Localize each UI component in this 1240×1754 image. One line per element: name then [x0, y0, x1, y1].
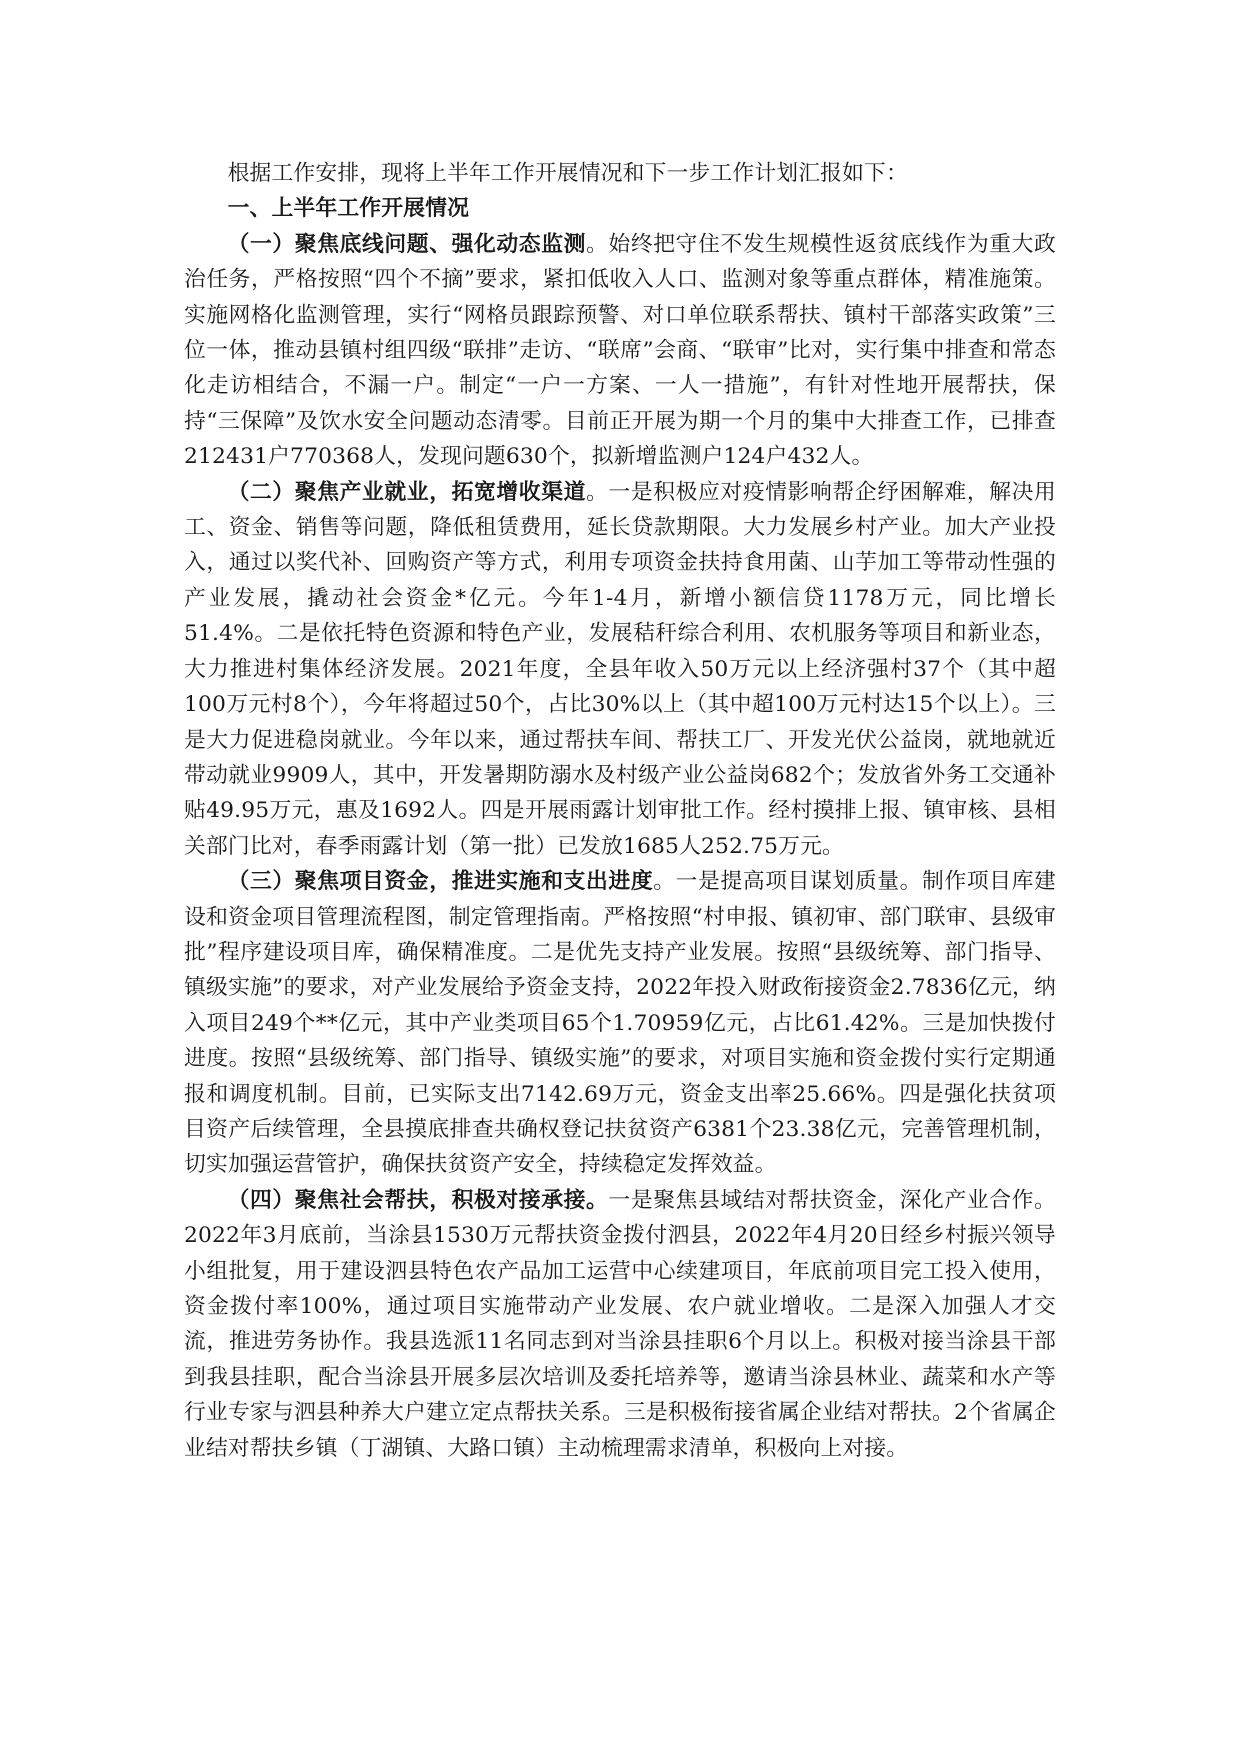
section-heading: 一、上半年工作开展情况 — [227, 196, 470, 222]
paragraph-3 — [184, 864, 1056, 1183]
paragraph-4 — [184, 1183, 1056, 1466]
paragraph-2-lead: （二）聚焦产业就业，拓宽增收渠道 — [227, 479, 587, 505]
paragraph-1-body: 。始终把守住不发生规模性返贫底线作为重大政治任务，严格按照“四个不摘”要求，紧扣低收入人口、监测对象等重点群体，精准施策。实施网格化监测管理，实行“网格员跟踪预警、对口单位联系帮扶、镇村干部落实政策”三位一体，推动县镇村组四级“联排”走访、“联席”会商、“联审”比对，实行集中排查和常态化走访相结合，不漏一户。制定“一户一方案、一人一措施”，有针对性地开展帮扶，保持“三保障”及饮水安全问题动态清零。目前正开展为期一个月的集中大排查工作，已排查212431户770368人，发现问题630个，拟新增监测户124户432人。 — [184, 231, 1056, 470]
paragraph-3-body: 。一是提高项目谋划质量。制作项目库建设和资金项目管理流程图，制定管理指南。严格按照“村申报、镇初审、部门联审、县级审批”程序建设项目库，确保精准度。二是优先支持产业发展。按照“县级统筹、部门指导、镇级实施”的要求，对产业发展给予资金支持，2022年投入财政衔接资金2.7836亿元，纳入项目249个**亿元，其中产业类项目65个1.70959亿元，占比61.42%。三是加快拨付进度。按照“县级统筹、部门指导、镇级实施”的要求，对项目实施和资金拨付实行定期通报和调度机制。目前，已实际支出7142.69万元，资金支出率25.66%。四是强化扶贫项目资产后续管理，全县摸底排查共确权登记扶贫资产6381个23.38亿元，完善管理机制，切实加强运营管护，确保扶贫资产安全，持续稳定发挥效益。 — [184, 869, 1057, 1178]
paragraph-2 — [184, 475, 1056, 864]
paragraph-1-lead: （一）聚焦底线问题、强化动态监测 — [227, 231, 587, 257]
paragraph-1 — [184, 227, 1056, 475]
paragraph-3-lead: （三）聚焦项目资金，推进实施和支出进度 — [227, 869, 654, 895]
intro-paragraph: 根据工作安排，现将上半年工作开展情况和下一步工作计划汇报如下： — [227, 161, 908, 186]
document-body — [184, 156, 1056, 1466]
paragraph-2-body: 。一是积极应对疫情影响帮企纾困解难，解决用工、资金、销售等问题，降低租赁费用，延长贷款期限。大力发展乡村产业。加大产业投入，通过以奖代补、回购资产等方式，利用专项资金扶持食用菌、山芋加工等带动性强的产业发展，撬动社会资金*亿元。今年1-4月，新增小额信贷1178万元，同比增长51.4%。二是依托特色资源和特色产业，发展秸秆综合利用、农机服务等项目和新业态，大力推进村集体经济发展。2021年度，全县年收入50万元以上经济强村37个（其中超100万元村8个），今年将超过50个，占比30%以上（其中超100万元村达15个以上）。三是大力促进稳岗就业。今年以来，通过帮扶车间、帮扶工厂、开发光伏公益岗，就地就近带动就业9909人，其中，开发暑期防溺水及村级产业公益岗682个；发放省外务工交通补贴49.95万元，惠及1692人。四是开展雨露计划审批工作。经村摸排上报、镇审核、县相关部门比对，春季雨露计划（第一批）已发放1685人252.75万元。 — [184, 479, 1056, 859]
paragraph-4-body: 一是聚焦县域结对帮扶资金，深化产业合作。2022年3月底前，当涂县1530万元帮扶资金拨付泗县，2022年4月20日经乡村振兴领导小组批复，用于建设泗县特色农产品加工运营中心续建项目，年底前项目完工投入使用，资金拨付率100%，通过项目实施带动产业发展、农户就业增收。二是深入加强人才交流，推进劳务协作。我县选派11名同志到对当涂县挂职6个月以上。积极对接当涂县干部到我县挂职，配合当涂县开展多层次培训及委托培养等，邀请当涂县林业、蔬菜和水产等行业专家与泗县种养大户建立定点帮扶关系。三是积极衔接省属企业结对帮扶。2个省属企业结对帮扶乡镇（丁湖镇、大路口镇）主动梳理需求清单，积极向上对接。 — [184, 1187, 1056, 1461]
paragraph-4-lead: （四）聚焦社会帮扶，积极对接承接。 — [227, 1187, 609, 1213]
